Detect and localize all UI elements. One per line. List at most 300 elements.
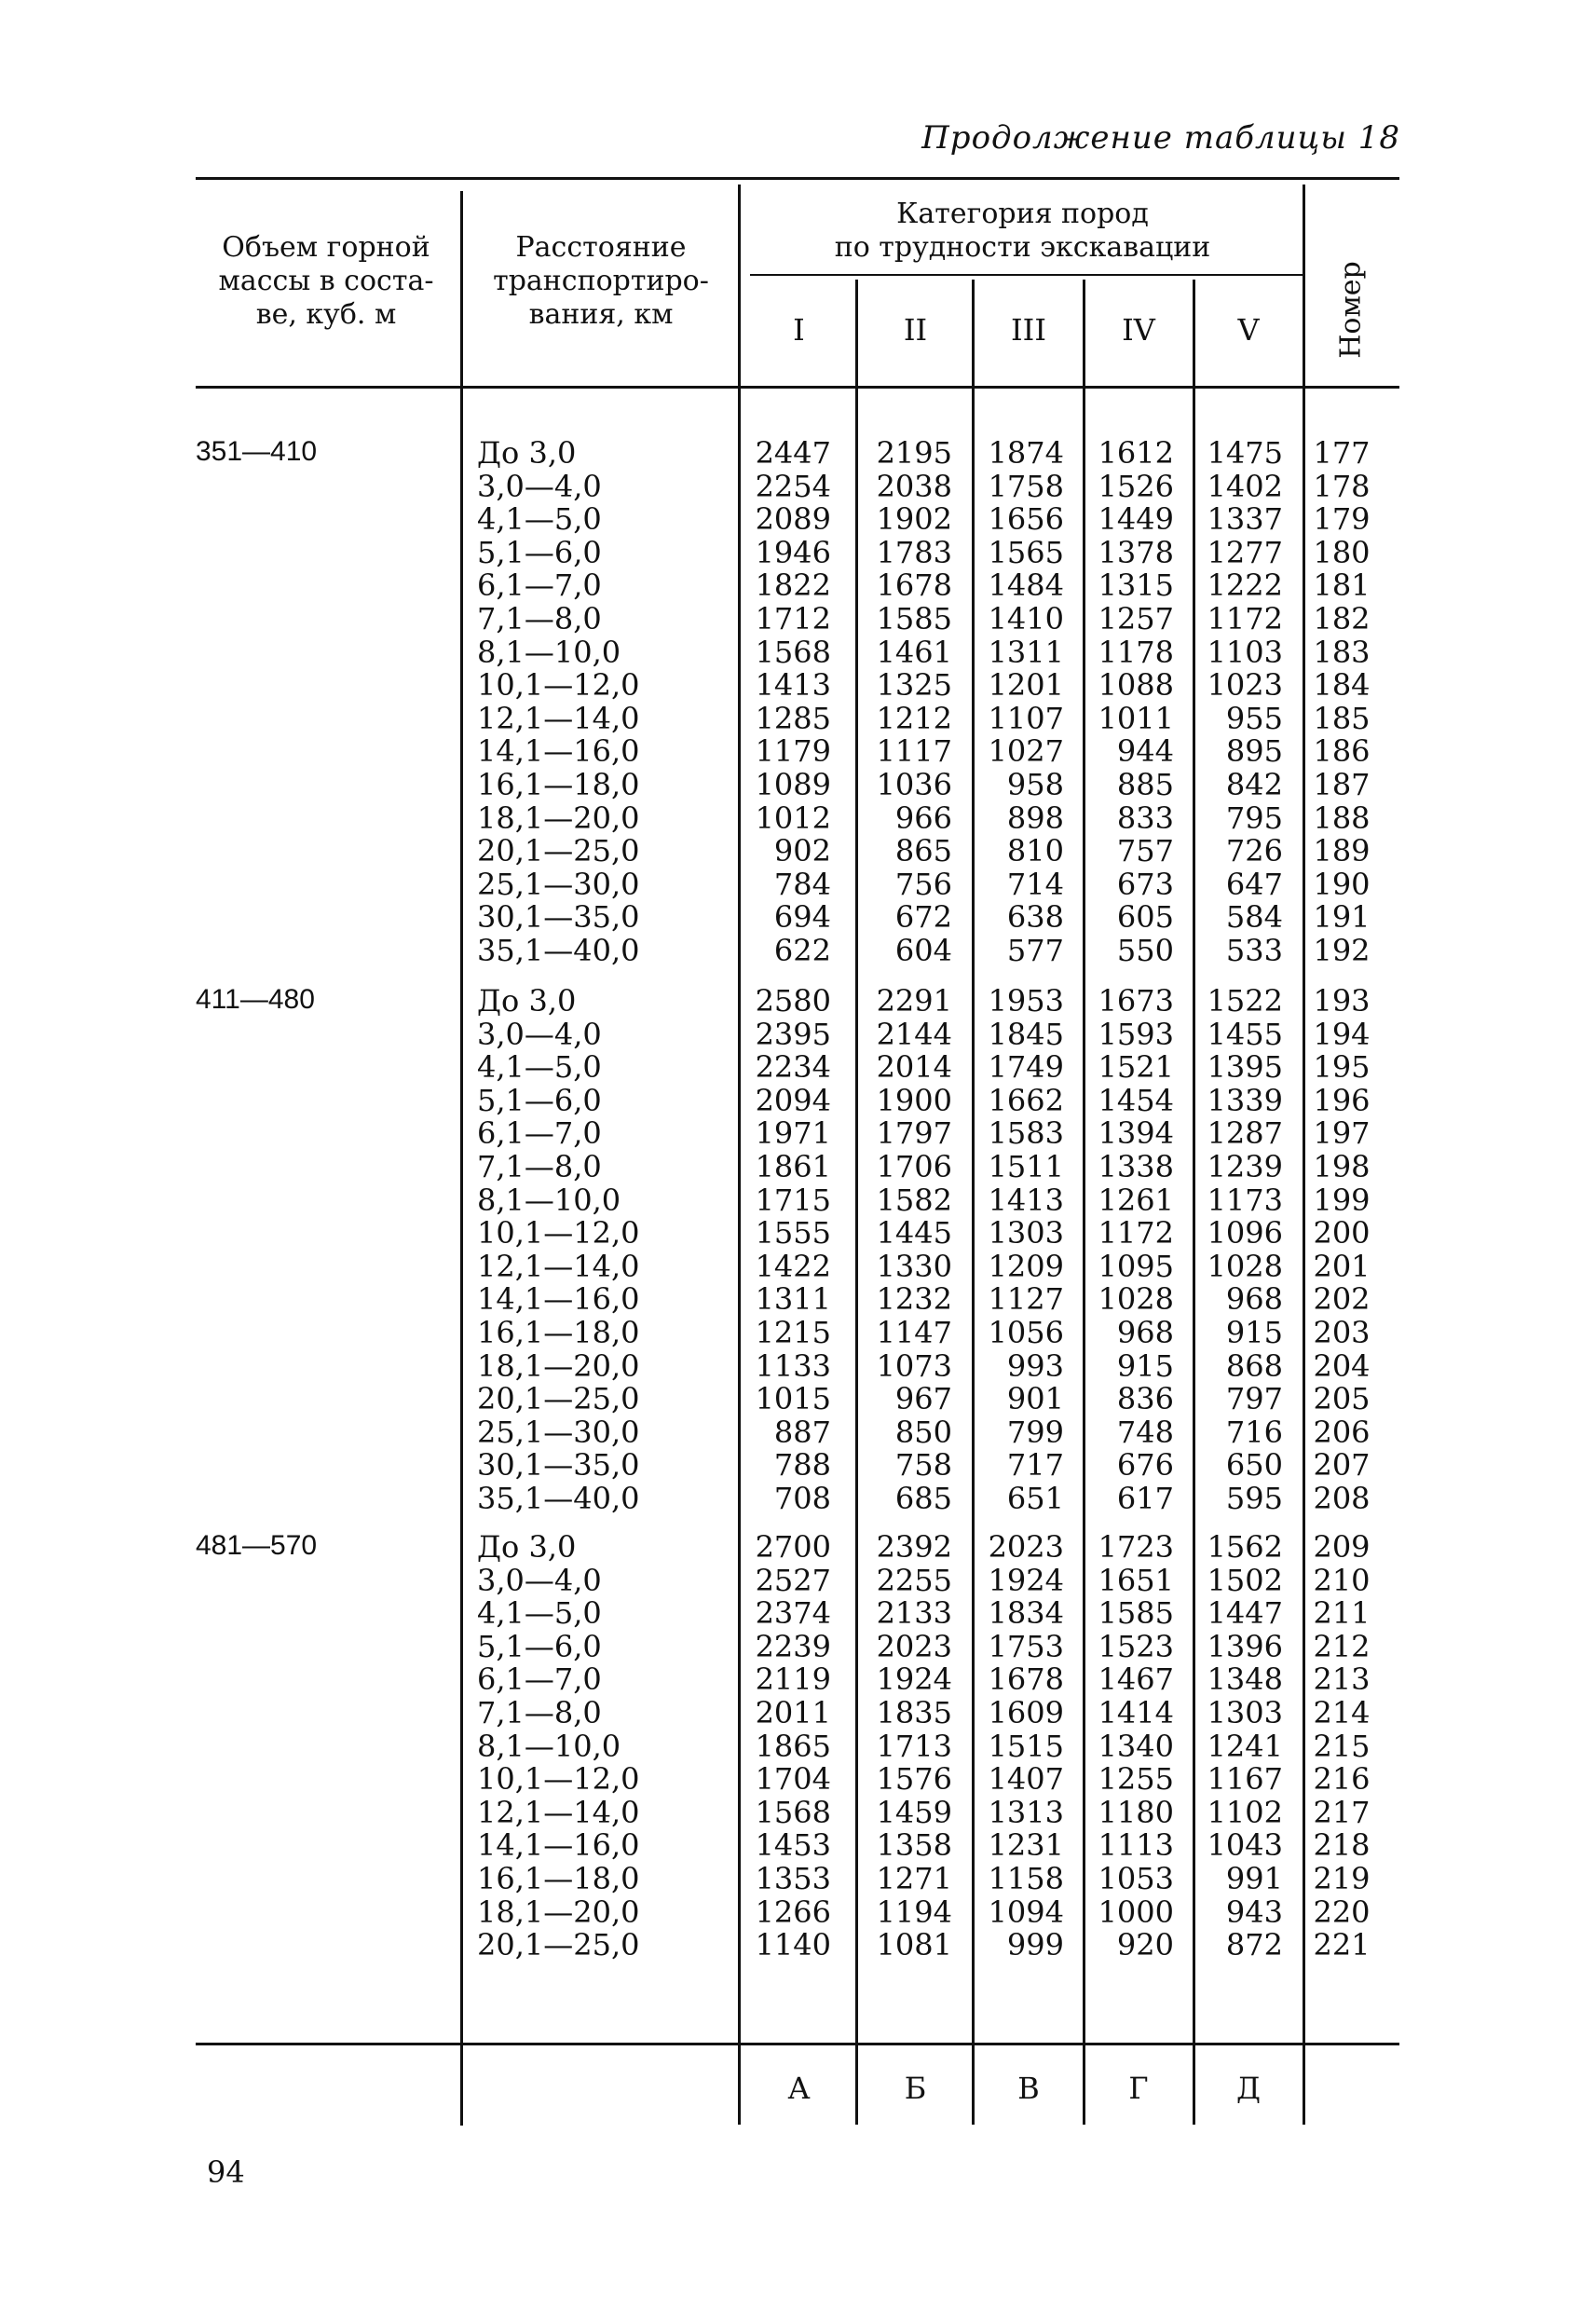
table-row	[0, 1018, 1596, 1051]
value-cell: 836	[1116, 1381, 1174, 1417]
distance-header-line-3: вания, км	[528, 298, 674, 331]
table-row	[0, 1050, 1596, 1084]
value-cell: 1325	[876, 667, 952, 704]
table-row	[0, 1696, 1596, 1730]
value-cell: 833	[1116, 800, 1174, 836]
number-cell: 190	[1313, 866, 1371, 902]
value-cell: 885	[1116, 767, 1174, 802]
value-cell: 1172	[1207, 601, 1283, 636]
value-cell: 716	[1225, 1414, 1283, 1450]
value-cell: 1239	[1207, 1149, 1283, 1184]
value-cell: 2089	[755, 501, 831, 538]
table-row	[0, 602, 1596, 636]
value-cell: 1484	[988, 567, 1064, 604]
number-cell: 208	[1313, 1481, 1371, 1516]
value-cell: 865	[894, 833, 952, 869]
value-cell: 1315	[1098, 567, 1174, 604]
value-cell: 1340	[1098, 1728, 1174, 1764]
value-cell: 1449	[1098, 501, 1174, 538]
distance-cell: 14,1—16,0	[477, 1281, 640, 1318]
value-cell: 1713	[876, 1728, 952, 1764]
value-cell: 1395	[1207, 1049, 1283, 1086]
value-cell: 672	[894, 899, 952, 936]
value-cell: 1094	[988, 1894, 1064, 1930]
value-cell: 1585	[876, 601, 952, 636]
distance-cell: 18,1—20,0	[477, 1894, 640, 1930]
distance-cell: До 3,0	[477, 1529, 577, 1565]
value-cell: 2392	[876, 1529, 952, 1565]
number-cell: 213	[1313, 1661, 1371, 1698]
table-row	[0, 984, 1596, 1018]
number-cell: 211	[1313, 1595, 1371, 1632]
value-cell: 2014	[876, 1049, 952, 1086]
number-cell: 218	[1313, 1827, 1371, 1864]
value-cell: 795	[1225, 800, 1283, 836]
distance-cell: 18,1—20,0	[477, 1347, 640, 1384]
table-row	[0, 1662, 1596, 1696]
distance-cell: 10,1—12,0	[477, 1215, 640, 1251]
value-cell: 955	[1225, 700, 1283, 736]
category-group-header	[745, 198, 1300, 265]
value-cell: 872	[1225, 1927, 1283, 1963]
table-row	[0, 1216, 1596, 1250]
distance-cell: 6,1—7,0	[477, 1115, 602, 1152]
value-cell: 1902	[876, 501, 952, 538]
number-cell: 212	[1313, 1628, 1371, 1664]
value-cell: 1678	[876, 567, 952, 604]
value-cell: 1337	[1207, 501, 1283, 538]
value-cell: 1523	[1098, 1628, 1174, 1664]
value-cell: 1656	[988, 501, 1064, 538]
value-cell: 1348	[1207, 1661, 1283, 1698]
distance-cell: 10,1—12,0	[477, 1761, 640, 1798]
value-cell: 1178	[1098, 634, 1174, 670]
distance-cell: 10,1—12,0	[477, 667, 640, 704]
category-header-5: V	[1237, 312, 1260, 348]
category-header-line-1: Категория пород	[896, 198, 1149, 230]
table-row	[0, 1828, 1596, 1862]
value-cell: 2094	[755, 1082, 831, 1118]
value-cell: 1502	[1207, 1562, 1283, 1598]
value-cell: 2255	[876, 1562, 952, 1598]
number-cell: 220	[1313, 1894, 1371, 1930]
number-cell: 179	[1313, 501, 1371, 538]
distance-cell: 5,1—6,0	[477, 1082, 602, 1118]
value-cell: 1172	[1098, 1215, 1174, 1251]
table-row	[0, 470, 1596, 503]
distance-cell: 35,1—40,0	[477, 1481, 640, 1516]
value-cell: 1180	[1098, 1794, 1174, 1830]
group-label: 481—570	[196, 1530, 318, 1561]
value-cell: 1706	[876, 1149, 952, 1184]
value-cell: 617	[1116, 1481, 1174, 1516]
number-cell: 192	[1313, 933, 1371, 968]
value-cell: 1971	[755, 1115, 831, 1152]
number-cell: 200	[1313, 1215, 1371, 1251]
value-cell: 1834	[988, 1595, 1064, 1632]
category-header-line-2: по трудности экскавации	[834, 231, 1211, 264]
distance-cell: 25,1—30,0	[477, 1414, 640, 1450]
value-cell: 1330	[876, 1248, 952, 1284]
value-cell: 1900	[876, 1082, 952, 1118]
value-cell: 1102	[1207, 1794, 1283, 1830]
value-cell: 915	[1116, 1347, 1174, 1384]
table-row	[0, 502, 1596, 536]
value-cell: 1209	[988, 1248, 1064, 1284]
footer-letter-b: Б	[904, 2071, 927, 2106]
value-cell: 901	[1006, 1381, 1064, 1417]
value-cell: 797	[1225, 1381, 1283, 1417]
value-cell: 1053	[1098, 1861, 1174, 1896]
value-cell: 1845	[988, 1016, 1064, 1052]
value-cell: 1028	[1207, 1248, 1283, 1284]
value-cell: 1568	[755, 634, 831, 670]
value-cell: 1704	[755, 1761, 831, 1798]
volume-column-header	[196, 231, 457, 332]
number-cell: 214	[1313, 1695, 1371, 1730]
table-row	[0, 1382, 1596, 1415]
value-cell: 714	[1006, 866, 1064, 902]
value-cell: 968	[1225, 1281, 1283, 1318]
value-cell: 944	[1116, 733, 1174, 770]
value-cell: 1861	[755, 1149, 831, 1184]
value-cell: 2195	[876, 435, 952, 471]
value-cell: 1447	[1207, 1595, 1283, 1632]
value-cell: 1521	[1098, 1049, 1174, 1086]
number-cell: 196	[1313, 1082, 1371, 1118]
table-row	[0, 1282, 1596, 1316]
value-cell: 1027	[988, 733, 1064, 770]
value-cell: 1582	[876, 1182, 952, 1218]
value-cell: 1454	[1098, 1082, 1174, 1118]
page-number: 94	[207, 2154, 245, 2190]
value-cell: 1012	[755, 800, 831, 836]
distance-cell: 6,1—7,0	[477, 567, 602, 604]
number-cell: 209	[1313, 1529, 1371, 1565]
distance-cell: 20,1—25,0	[477, 1927, 640, 1963]
distance-cell: 20,1—25,0	[477, 1381, 640, 1417]
distance-cell: 16,1—18,0	[477, 767, 640, 802]
value-cell: 1127	[988, 1281, 1064, 1318]
value-cell: 1353	[755, 1861, 831, 1896]
table-row	[0, 668, 1596, 702]
number-cell: 201	[1313, 1248, 1371, 1284]
value-cell: 1277	[1207, 534, 1283, 570]
value-cell: 1158	[988, 1861, 1064, 1896]
value-cell: 915	[1225, 1315, 1283, 1350]
value-cell: 1303	[988, 1215, 1064, 1251]
value-cell: 1113	[1098, 1827, 1174, 1864]
value-cell: 1783	[876, 534, 952, 570]
value-cell: 2291	[876, 983, 952, 1019]
number-cell: 189	[1313, 833, 1371, 869]
value-cell: 999	[1006, 1927, 1064, 1963]
distance-cell: 4,1—5,0	[477, 501, 602, 538]
value-cell: 898	[1006, 800, 1064, 836]
value-cell: 1461	[876, 634, 952, 670]
value-cell: 1222	[1207, 567, 1283, 604]
value-cell: 1455	[1207, 1016, 1283, 1052]
distance-cell: 12,1—14,0	[477, 1794, 640, 1830]
distance-cell: 30,1—35,0	[477, 1447, 640, 1484]
value-cell: 2700	[755, 1529, 831, 1565]
value-cell: 2234	[755, 1049, 831, 1086]
value-cell: 1453	[755, 1827, 831, 1864]
number-cell: 186	[1313, 733, 1371, 770]
distance-cell: 16,1—18,0	[477, 1315, 640, 1350]
category-underline	[750, 274, 1304, 276]
value-cell: 595	[1225, 1481, 1283, 1516]
value-cell: 1167	[1207, 1761, 1283, 1798]
distance-cell: 5,1—6,0	[477, 1628, 602, 1664]
value-cell: 1475	[1207, 435, 1283, 471]
value-cell: 533	[1225, 933, 1283, 968]
value-cell: 1140	[755, 1927, 831, 1963]
value-cell: 1073	[876, 1347, 952, 1384]
value-cell: 1651	[1098, 1562, 1174, 1598]
number-cell: 177	[1313, 435, 1371, 471]
value-cell: 1413	[988, 1182, 1064, 1218]
table-row	[0, 1349, 1596, 1383]
distance-cell: 3,0—4,0	[477, 1562, 602, 1598]
value-cell: 1422	[755, 1248, 831, 1284]
table-row	[0, 436, 1596, 470]
value-cell: 1410	[988, 601, 1064, 636]
value-cell: 2527	[755, 1562, 831, 1598]
value-cell: 2119	[755, 1661, 831, 1698]
value-cell: 943	[1225, 1894, 1283, 1930]
value-cell: 868	[1225, 1347, 1283, 1384]
table-row	[0, 801, 1596, 835]
distance-cell: 3,0—4,0	[477, 1016, 602, 1052]
value-cell: 1797	[876, 1115, 952, 1152]
value-cell: 1257	[1098, 601, 1174, 636]
value-cell: 2011	[755, 1695, 831, 1730]
table-row	[0, 1250, 1596, 1283]
value-cell: 1526	[1098, 468, 1174, 504]
number-cell: 219	[1313, 1861, 1371, 1896]
value-cell: 887	[773, 1414, 831, 1450]
value-cell: 1402	[1207, 468, 1283, 504]
value-cell: 1089	[755, 767, 831, 802]
table-row	[0, 1084, 1596, 1117]
value-cell: 1194	[876, 1894, 952, 1930]
value-cell: 1414	[1098, 1695, 1174, 1730]
table-row	[0, 568, 1596, 602]
distance-cell: 12,1—14,0	[477, 1248, 640, 1284]
distance-cell: 35,1—40,0	[477, 933, 640, 968]
number-cell: 215	[1313, 1728, 1371, 1764]
distance-cell: 20,1—25,0	[477, 833, 640, 869]
value-cell: 1311	[755, 1281, 831, 1318]
value-cell: 756	[894, 866, 952, 902]
value-cell: 1023	[1207, 667, 1283, 704]
value-cell: 757	[1116, 833, 1174, 869]
value-cell: 1103	[1207, 634, 1283, 670]
number-cell: 193	[1313, 983, 1371, 1019]
value-cell: 1568	[755, 1794, 831, 1830]
table-row	[0, 1150, 1596, 1183]
distance-cell: 5,1—6,0	[477, 534, 602, 570]
number-cell: 195	[1313, 1049, 1371, 1086]
distance-cell: 14,1—16,0	[477, 1827, 640, 1864]
number-cell: 185	[1313, 700, 1371, 736]
distance-cell: 12,1—14,0	[477, 700, 640, 736]
table-row	[0, 834, 1596, 868]
table-row	[0, 768, 1596, 801]
distance-cell: 4,1—5,0	[477, 1595, 602, 1632]
value-cell: 1056	[988, 1315, 1064, 1350]
value-cell: 1715	[755, 1182, 831, 1218]
number-cell: 221	[1313, 1927, 1371, 1963]
value-cell: 1758	[988, 468, 1064, 504]
category-header-1: I	[793, 312, 805, 348]
table-row	[0, 1530, 1596, 1564]
value-cell: 1036	[876, 767, 952, 802]
footer-letter-a: А	[787, 2071, 811, 2106]
value-cell: 1413	[755, 667, 831, 704]
table-row	[0, 1316, 1596, 1349]
value-cell: 1593	[1098, 1016, 1174, 1052]
value-cell: 2374	[755, 1595, 831, 1632]
number-cell: 194	[1313, 1016, 1371, 1052]
number-cell: 207	[1313, 1447, 1371, 1484]
footer-letter-d: Д	[1235, 2071, 1261, 2106]
value-cell: 1147	[876, 1315, 952, 1350]
value-cell: 968	[1116, 1315, 1174, 1350]
distance-cell: 7,1—8,0	[477, 1695, 602, 1730]
category-header-4: IV	[1122, 312, 1155, 348]
table-row	[0, 1928, 1596, 1962]
value-cell: 1583	[988, 1115, 1064, 1152]
value-cell: 550	[1116, 933, 1174, 968]
value-cell: 1201	[988, 667, 1064, 704]
distance-cell: До 3,0	[477, 983, 577, 1019]
value-cell: 1212	[876, 700, 952, 736]
value-cell: 788	[773, 1447, 831, 1484]
table-row	[0, 1895, 1596, 1929]
distance-cell: 16,1—18,0	[477, 1861, 640, 1896]
value-cell: 1396	[1207, 1628, 1283, 1664]
table-row	[0, 900, 1596, 934]
value-cell: 920	[1116, 1927, 1174, 1963]
value-cell: 1081	[876, 1927, 952, 1963]
value-cell: 1241	[1207, 1728, 1283, 1764]
value-cell: 1179	[755, 733, 831, 770]
number-cell: 180	[1313, 534, 1371, 570]
value-cell: 1096	[1207, 1215, 1283, 1251]
distance-cell: 7,1—8,0	[477, 601, 602, 636]
value-cell: 1673	[1098, 983, 1174, 1019]
value-cell: 1515	[988, 1728, 1064, 1764]
value-cell: 991	[1225, 1861, 1283, 1896]
table-row	[0, 1183, 1596, 1217]
table-row	[0, 1862, 1596, 1895]
number-cell: 178	[1313, 468, 1371, 504]
volume-header-line-3: ве, куб. м	[255, 298, 397, 331]
group-label: 351—410	[196, 436, 318, 467]
value-cell: 1043	[1207, 1827, 1283, 1864]
group-label: 411—480	[196, 984, 315, 1015]
value-cell: 2038	[876, 468, 952, 504]
number-cell: 184	[1313, 667, 1371, 704]
table-row	[0, 1116, 1596, 1150]
distance-cell: 14,1—16,0	[477, 733, 640, 770]
table-row	[0, 1564, 1596, 1597]
value-cell: 717	[1006, 1447, 1064, 1484]
value-cell: 1339	[1207, 1082, 1283, 1118]
number-cell: 183	[1313, 634, 1371, 670]
value-cell: 1303	[1207, 1695, 1283, 1730]
value-cell: 799	[1006, 1414, 1064, 1450]
value-cell: 1000	[1098, 1894, 1174, 1930]
table-row	[0, 868, 1596, 901]
value-cell: 1313	[988, 1794, 1064, 1830]
value-cell: 1311	[988, 634, 1064, 670]
value-cell: 1015	[755, 1381, 831, 1417]
number-cell: 210	[1313, 1562, 1371, 1598]
value-cell: 902	[773, 833, 831, 869]
value-cell: 1287	[1207, 1115, 1283, 1152]
distance-header-line-2: транспортиро-	[493, 265, 709, 297]
value-cell: 1585	[1098, 1595, 1174, 1632]
top-rule	[196, 177, 1399, 180]
value-cell: 2144	[876, 1016, 952, 1052]
table-row	[0, 1630, 1596, 1663]
value-cell: 1088	[1098, 667, 1174, 704]
value-cell: 2023	[876, 1628, 952, 1664]
value-cell: 622	[773, 933, 831, 968]
value-cell: 1712	[755, 601, 831, 636]
number-cell: 216	[1313, 1761, 1371, 1798]
table-row	[0, 1415, 1596, 1449]
number-cell: 197	[1313, 1115, 1371, 1152]
value-cell: 967	[894, 1381, 952, 1417]
number-cell: 202	[1313, 1281, 1371, 1318]
value-cell: 1378	[1098, 534, 1174, 570]
category-header-2: II	[903, 312, 928, 348]
table-caption: Продолжение таблицы 18	[921, 119, 1400, 157]
value-cell: 748	[1116, 1414, 1174, 1450]
value-cell: 1522	[1207, 983, 1283, 1019]
value-cell: 584	[1225, 899, 1283, 936]
distance-cell: 3,0—4,0	[477, 468, 602, 504]
value-cell: 1953	[988, 983, 1064, 1019]
value-cell: 1749	[988, 1049, 1064, 1086]
value-cell: 2254	[755, 468, 831, 504]
value-cell: 1407	[988, 1761, 1064, 1798]
category-header-3: III	[1011, 312, 1046, 348]
value-cell: 1662	[988, 1082, 1064, 1118]
table-row	[0, 702, 1596, 735]
value-cell: 2133	[876, 1595, 952, 1632]
value-cell: 784	[773, 866, 831, 902]
value-cell: 1231	[988, 1827, 1064, 1864]
value-cell: 1678	[988, 1661, 1064, 1698]
number-cell: 191	[1313, 899, 1371, 936]
number-cell: 181	[1313, 567, 1371, 604]
value-cell: 1555	[755, 1215, 831, 1251]
value-cell: 1215	[755, 1315, 831, 1350]
value-cell: 694	[773, 899, 831, 936]
body-bottom-rule	[196, 2043, 1399, 2045]
number-cell: 182	[1313, 601, 1371, 636]
value-cell: 1266	[755, 1894, 831, 1930]
table-row	[0, 1796, 1596, 1829]
volume-header-line-2: массы в соста-	[218, 265, 434, 297]
table-row	[0, 636, 1596, 669]
number-cell: 203	[1313, 1315, 1371, 1350]
